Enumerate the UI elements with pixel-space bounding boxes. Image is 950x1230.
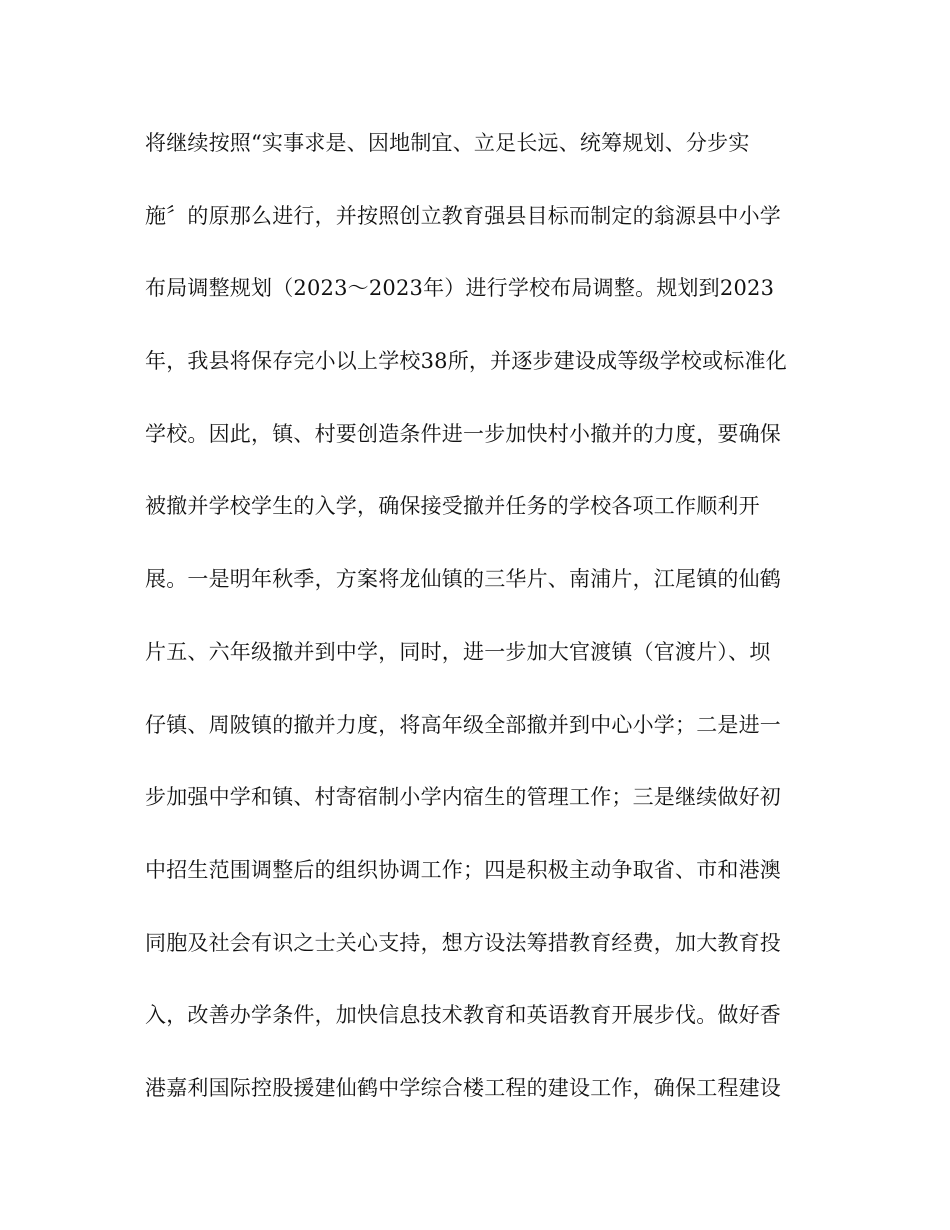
- body-text: [145, 128, 845, 1146]
- text-line-4: 年，我县将保存完小以上学校38所，并逐步建设成等级学校或标准化: [145, 349, 787, 374]
- text-line-6: 被撤并学校学生的入学，确保接受撤并任务的学校各项工作顺利开: [145, 494, 760, 519]
- text-line-10: 步加强中学和镇、村寄宿制小学内宿生的管理工作；三是继续做好初: [145, 785, 781, 810]
- text-line-1: 将继续按照“实事求是、因地制宜、立足长远、统筹规划、分步实: [145, 131, 750, 155]
- text-line-9: 仔镇、周陂镇的撤并力度，将高年级全部撤并到中心小学；二是进一: [145, 712, 781, 737]
- text-line-13: 入，改善办学条件，加快信息技术教育和英语教育开展步伐。做好香: [145, 1003, 781, 1028]
- text-line-3: 布局调整规划（2023～2023年）进行学校布局调整。规划到2023: [145, 276, 775, 301]
- text-line-11: 中招生范围调整后的组织协调工作；四是积极主动争取省、市和港澳: [145, 857, 781, 882]
- text-line-14: 港嘉利国际控股援建仙鹤中学综合楼工程的建设工作，确保工程建设: [145, 1075, 781, 1100]
- text-line-12: 同胞及社会有识之士关心支持，想方设法筹措教育经费，加大教育投: [145, 930, 781, 955]
- text-line-5: 学校。因此，镇、村要创造条件进一步加快村小撤并的力度，要确保: [145, 421, 781, 446]
- text-line-2: 施〞的原那么进行，并按照创立教育强县目标而制定的翁源县中小学: [145, 203, 781, 228]
- text-line-8: 片五、六年级撤并到中学，同时，进一步加大官渡镇（官渡片）、坝: [145, 639, 771, 664]
- text-line-7: 展。一是明年秋季，方案将龙仙镇的三华片、南浦片，江尾镇的仙鹤: [145, 567, 781, 592]
